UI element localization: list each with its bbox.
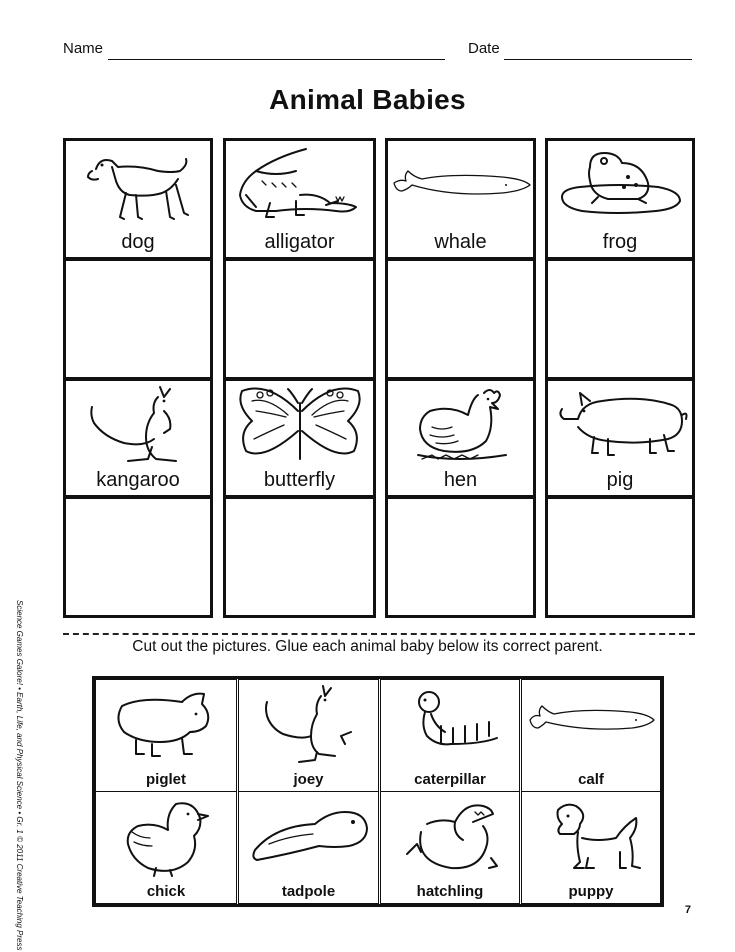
page-title: Animal Babies [269,84,466,115]
parent-label-butterfly: butterfly [263,469,336,491]
baby-card-hatchling[interactable] [380,791,520,904]
glue-box[interactable] [545,258,695,380]
glue-box[interactable] [63,258,213,380]
calf-icon [522,680,660,768]
baby-card-piglet[interactable] [95,679,237,792]
glue-box[interactable] [223,496,376,618]
parent-card-kangaroo [63,378,213,498]
parent-card-whale [385,138,536,260]
glue-box[interactable] [385,496,536,618]
parent-card-dog [63,138,213,260]
parent-card-alligator [223,138,376,260]
parent-card-pig [545,378,695,498]
puppy-icon [522,792,660,880]
baby-label-piglet: piglet [146,771,186,788]
parent-label-pig: pig [606,469,634,491]
baby-card-tadpole[interactable] [238,791,379,904]
glue-box[interactable] [385,258,536,380]
parent-card-hen [385,378,536,498]
baby-card-calf[interactable] [521,679,661,792]
pig-icon [548,381,692,471]
name-label: Name [63,40,104,57]
caterpillar-icon [381,680,519,768]
hen-icon [388,381,533,471]
sidebar-credit: Science Games Galore! • Earth, Life, and Physical Science • Gr. 1 © 2011 Creative Teaching Press [15,600,24,951]
frog-icon [548,141,692,231]
parent-label-whale: whale [434,231,487,253]
piglet-icon [96,680,236,768]
baby-label-tadpole: tadpole [281,883,336,900]
baby-label-caterpillar: caterpillar [414,771,486,788]
baby-label-calf: calf [578,771,604,788]
parent-label-hen: hen [443,469,478,491]
glue-box[interactable] [223,258,376,380]
name-line[interactable] [108,59,445,60]
chick-icon [96,792,236,880]
dog-icon [66,141,210,231]
whale-icon [388,141,533,231]
page-number: 7 [684,904,691,916]
glue-box[interactable] [63,496,213,618]
instructions: Cut out the pictures. Glue each animal baby below its correct parent. [132,638,603,655]
tadpole-icon [239,792,378,880]
glue-box[interactable] [545,496,695,618]
baby-card-chick[interactable] [95,791,237,904]
parent-label-frog: frog [602,231,638,253]
butterfly-icon [226,381,373,471]
baby-label-joey: joey [293,771,324,788]
baby-label-puppy: puppy [568,883,614,900]
date-label: Date [468,40,500,57]
parent-label-alligator: alligator [264,231,335,253]
date-line[interactable] [504,59,692,60]
parent-card-frog [545,138,695,260]
parent-label-dog: dog [121,231,155,253]
parent-card-butterfly [223,378,376,498]
hatchling-icon [381,792,519,880]
baby-card-caterpillar[interactable] [380,679,520,792]
parent-label-kangaroo: kangaroo [96,469,180,491]
cut-line [63,633,695,635]
baby-label-hatchling: hatchling [416,883,484,900]
baby-label-chick: chick [146,883,186,900]
kangaroo-icon [66,381,210,471]
baby-card-joey[interactable] [238,679,379,792]
joey-icon [239,680,378,768]
baby-card-puppy[interactable] [521,791,661,904]
alligator-icon [226,141,373,231]
